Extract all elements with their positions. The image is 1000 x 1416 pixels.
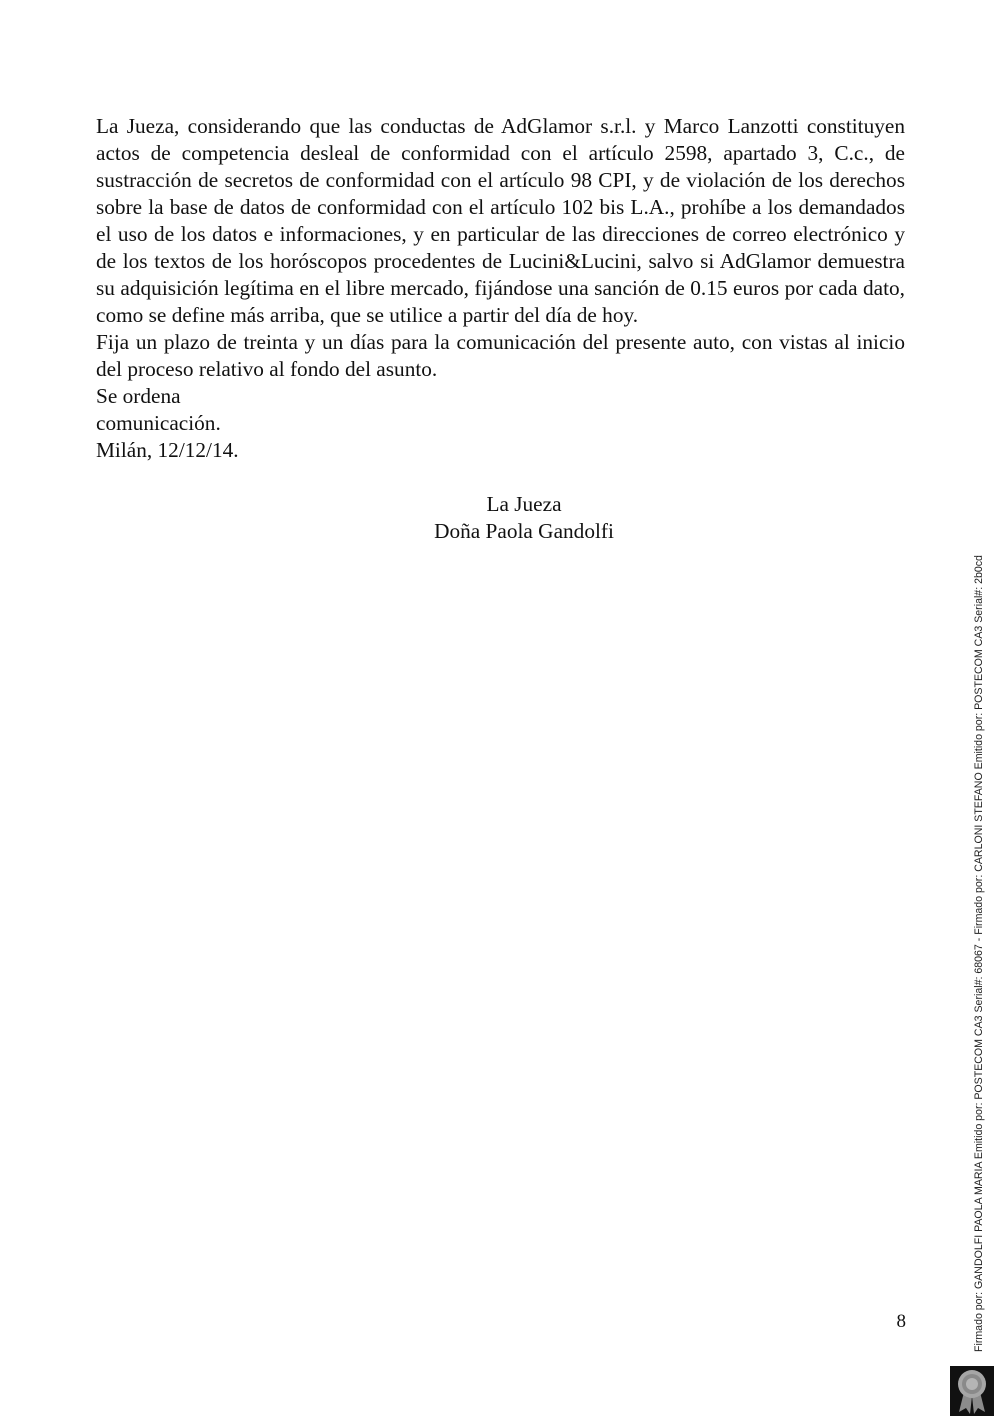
signature-name: Doña Paola Gandolfi (434, 519, 614, 543)
award-seal-icon (950, 1366, 994, 1416)
digital-signature-stamp: Firmado por: GANDOLFI PAOLA MARIA Emitido por: POSTECOM CA3 Serial#: 68067 - Firmado por: CARLONI STEFANO Emitido por: POSTECOM CA3 Serial#: 2b0cd (973, 555, 985, 1352)
document-body (96, 113, 905, 464)
page-number: 8 (896, 1311, 906, 1332)
signature-title: La Jueza (486, 492, 562, 516)
paragraph-ruling: La Jueza, considerando que las conductas de AdGlamor s.r.l. y Marco Lanzotti constituyen actos de competencia desleal de conformidad con el artículo 2598, apartado 3, C.c., de sustracción de secretos de conformidad con el artículo 98 CPI, y de violación de los derechos sobre la base de datos de conformidad con el artículo 102 bis L.A., prohíbe a los demandados el uso de los datos e informaciones, y en particular de las direcciones de correo electrónico y de los textos de los horóscopos procedentes de Lucini&Lucini, salvo si AdGlamor demuestra su adquisición legítima en el libre mercado, fijándose una sanción de 0.15 euros por cada dato, como se define más arriba, que se utilice a partir del día de hoy. (96, 114, 905, 327)
order-line-1: Se ordena (96, 384, 181, 408)
signature-block (96, 491, 952, 545)
place-date: Milán, 12/12/14. (96, 438, 239, 462)
order-line-2: comunicación. (96, 411, 221, 435)
paragraph-deadline: Fija un plazo de treinta y un días para la comunicación del presente auto, con vistas al inicio del proceso relativo al fondo del asunto. (96, 330, 905, 381)
